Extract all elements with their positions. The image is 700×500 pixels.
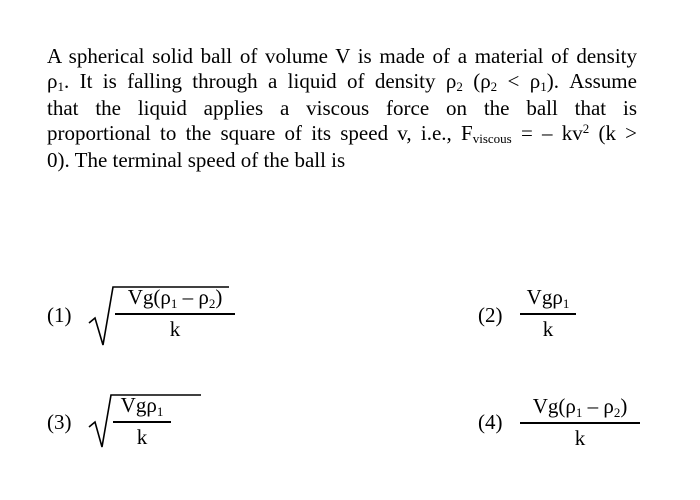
fraction	[520, 285, 576, 342]
question-text	[47, 44, 637, 173]
fraction-numerator: Vg(ρ1 – ρ2)	[127, 285, 223, 311]
fraction-bar	[520, 313, 576, 315]
subscript: 2	[490, 79, 498, 94]
question-line-1: A spherical solid ball of volume V is made of a material of density	[47, 44, 637, 68]
question-text-fragment: (k >	[589, 121, 638, 145]
fraction	[520, 394, 640, 451]
subscript: 2	[456, 79, 463, 94]
question-text-fragment: . It is falling through a liquid of density ρ	[63, 69, 457, 93]
option-3[interactable]	[47, 392, 197, 462]
question-line-5: 0). The terminal speed of the ball is	[47, 148, 346, 172]
fraction-bar	[113, 421, 171, 423]
fraction-denominator: k	[136, 424, 148, 449]
question-text-fragment: = – kv	[511, 121, 583, 145]
option-1[interactable]	[47, 283, 247, 353]
option-number: (1)	[47, 303, 72, 327]
superscript: 2	[582, 121, 590, 136]
question-line-2	[47, 69, 637, 96]
option-number: (4)	[478, 410, 503, 434]
subscript-viscous: viscous	[472, 131, 512, 146]
option-4[interactable]	[478, 394, 658, 464]
subscript: 1	[57, 79, 64, 94]
fraction-bar	[520, 422, 640, 424]
option-2[interactable]	[478, 283, 628, 353]
question-line-4	[47, 121, 637, 148]
fraction-bar	[115, 313, 235, 315]
question-text-fragment: ). Assume	[546, 69, 637, 93]
subscript: 1	[540, 79, 547, 94]
option-number: (2)	[478, 303, 503, 327]
option-number: (3)	[47, 410, 72, 434]
fraction-numerator: Vg(ρ1 – ρ2)	[532, 394, 628, 420]
fraction	[113, 393, 171, 450]
fraction	[115, 285, 235, 342]
question-line-3: that the liquid applies a viscous force on the ball that is	[47, 96, 637, 120]
question-text-fragment: (ρ	[462, 69, 491, 93]
fraction-denominator: k	[169, 316, 181, 341]
fraction-denominator: k	[574, 425, 586, 450]
question-text-fragment: proportional to the square of its speed v, i.e., F	[47, 121, 473, 145]
question-text-fragment: < ρ	[497, 69, 541, 93]
rho-symbol: ρ	[47, 69, 58, 93]
fraction-numerator: Vgρ1	[120, 393, 164, 419]
fraction-denominator: k	[542, 316, 554, 341]
fraction-numerator: Vgρ1	[526, 285, 570, 311]
